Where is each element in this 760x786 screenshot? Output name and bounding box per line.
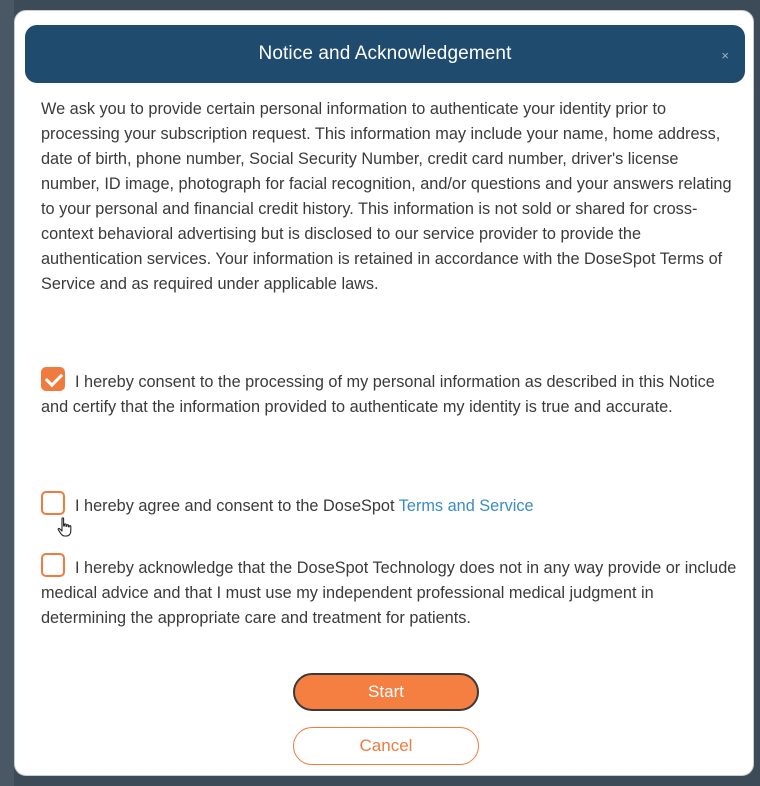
close-icon[interactable]: × (721, 48, 729, 63)
cancel-button[interactable]: Cancel (293, 727, 479, 765)
consent-personal-info-checkbox[interactable] (41, 367, 65, 391)
modal-header (25, 25, 745, 83)
notice-paragraph: We ask you to provide certain personal information to authenticate your identity prior to processing your subscription request. This information may include your name, home address, date of birth, phone number, Social Security Number, credit card number, driver's license number, ID image, photograph for facial recognition, and/or questions and your answers relating to your personal and financial credit history. This information is not sold or shared for cross-context behavioral advertising but is disclosed to our service provider to provide the authentication services. Your information is retained in accordance with the DoseSpot Terms of Service and as required under applicable laws. (41, 100, 732, 293)
consent-personal-info-text: I hereby consent to the processing of my personal information as described in this Notice and certify that the information provided to authenticate my identity is true and accurate. (41, 373, 715, 416)
hand-pointer-icon (57, 517, 73, 537)
consent-medical-advice-checkbox[interactable] (41, 553, 65, 577)
terms-and-service-link[interactable]: Terms and Service (398, 497, 534, 515)
consent-terms-text: I hereby agree and consent to the DoseSpot (75, 497, 399, 515)
consent-item-personal-info (41, 367, 741, 420)
consent-item-terms (41, 491, 741, 519)
start-button[interactable]: Start (293, 673, 479, 711)
modal-title: Notice and Acknowledgement (258, 43, 512, 64)
consent-medical-advice-text: I hereby acknowledge that the DoseSpot Technology does not in any way provide or include medical advice and that I must use my independent professional medical judgment in determining the appropriate care and treatment for patients. (41, 559, 737, 627)
consent-terms-checkbox[interactable] (41, 491, 65, 515)
consent-item-medical-advice (41, 553, 741, 631)
notice-modal (14, 10, 754, 776)
page-backdrop (0, 0, 14, 786)
